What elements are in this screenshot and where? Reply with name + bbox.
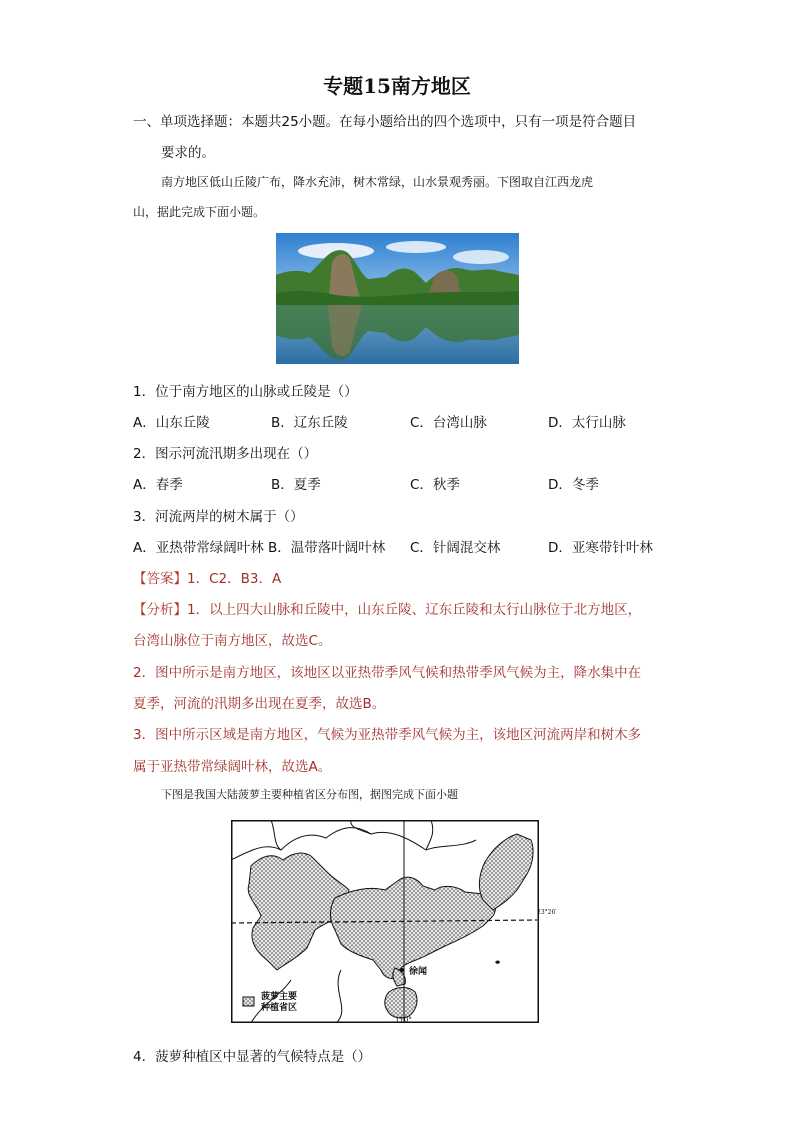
legend-swatch — [243, 997, 254, 1006]
q2-option-b: B．夏季 — [271, 477, 321, 493]
analysis-p3-line1: 3．图中所示区域是南方地区，气候为亚热带季风气候为主，该地区河流两岸和树木多 — [133, 727, 642, 743]
question-4-stem: 4．菠萝种植区中显著的气候特点是（） — [133, 1049, 372, 1065]
intro1-line2: 山，据此完成下面小题。 — [133, 205, 266, 219]
xuwen-point — [400, 968, 404, 972]
analysis-p2-line1: 2．图中所示是南方地区，该地区以亚热带季风气候和热带季风气候为主，降水集中在 — [133, 665, 642, 681]
answer-tag: 【答案】 — [133, 571, 187, 587]
landscape-photo — [276, 233, 519, 364]
section-heading-line2: 要求的。 — [161, 145, 215, 161]
section-heading-line1: 一、单项选择题：本题共25小题。在每小题给出的四个选项中，只有一项是符合题目 — [133, 114, 637, 130]
legend-line2: 种植省区 — [261, 1003, 298, 1013]
lon-label: 110° — [395, 1016, 412, 1024]
legend-text — [261, 992, 297, 1014]
intro2: 下图是我国大陆菠萝主要种植省区分布图，据图完成下面小题 — [161, 788, 458, 801]
analysis-line-1 — [133, 598, 641, 618]
analysis-p2-line2: 夏季，河流的汛期多出现在夏季，故选B。 — [133, 696, 386, 712]
answer-line — [133, 567, 281, 587]
q3-option-d: D．亚寒带针叶林 — [548, 540, 653, 556]
analysis-p1-line2: 台湾山脉位于南方地区，故选C。 — [133, 633, 332, 649]
intro1-line1: 南方地区低山丘陵广布，降水充沛，树木常绿，山水景观秀丽。下图取自江西龙虎 — [161, 175, 594, 189]
question-3-stem: 3．河流两岸的树木属于（） — [133, 509, 304, 525]
xuwen-label: 徐闻 — [409, 967, 428, 977]
pineapple-distribution-map — [231, 820, 557, 1024]
page-title: 专题15南方地区 — [323, 74, 471, 98]
q1-option-c: C．台湾山脉 — [410, 415, 487, 431]
q3-option-c: C．针阔混交林 — [410, 540, 501, 556]
q3-option-a: A．亚热带常绿阔叶林 — [133, 540, 264, 556]
lat-label: 23°26′ — [537, 909, 557, 916]
question-1-stem: 1．位于南方地区的山脉或丘陵是（） — [133, 384, 358, 400]
longhu-mountain-image — [276, 233, 519, 364]
legend-line1: 菠萝主要 — [261, 992, 298, 1002]
question-2-stem: 2．图示河流汛期多出现在（） — [133, 446, 318, 462]
region-hainan — [385, 988, 417, 1019]
answer-text: 1．C2．B3．A — [187, 571, 282, 587]
q2-option-c: C．秋季 — [410, 477, 460, 493]
q1-option-b: B．辽东丘陵 — [271, 415, 348, 431]
q2-option-a: A．春季 — [133, 477, 183, 493]
q3-option-b: B．温带落叶阔叶林 — [268, 540, 386, 556]
analysis-tag: 【分析】 — [133, 602, 187, 618]
analysis-p1-line1: 1．以上四大山脉和丘陵中，山东丘陵、辽东丘陵和太行山脉位于北方地区， — [187, 602, 642, 618]
q1-option-a: A．山东丘陵 — [133, 415, 210, 431]
analysis-p3-line2: 属于亚热带常绿阔叶林，故选A。 — [133, 759, 332, 775]
q1-option-d: D．太行山脉 — [548, 415, 626, 431]
q2-option-d: D．冬季 — [548, 477, 599, 493]
